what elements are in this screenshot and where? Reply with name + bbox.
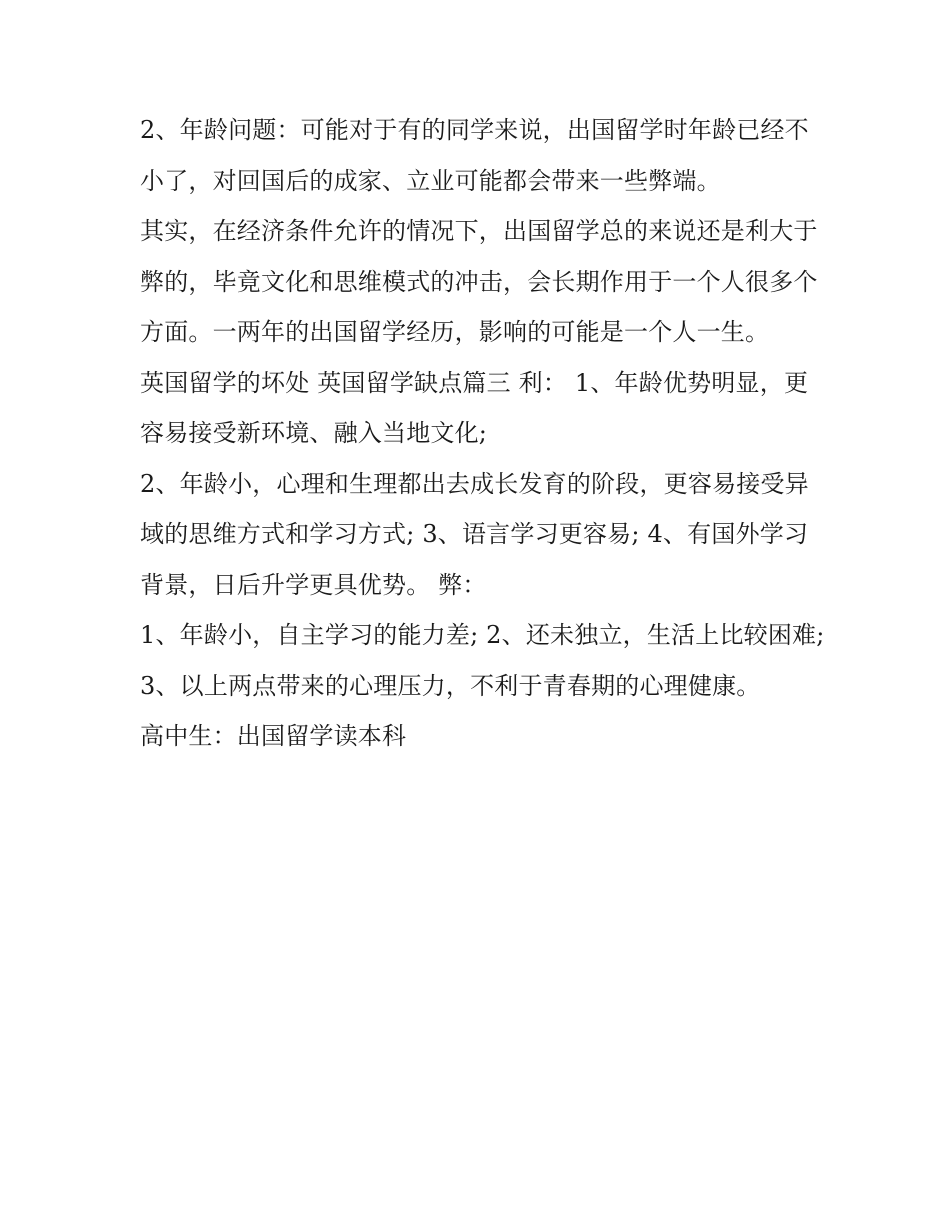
paragraph-high-school-heading: 高中生：出国留学读本科 xyxy=(140,722,407,750)
paragraph-uk-pros-list: 2、年龄小，心理和生理都出去成长发育的阶段，更容易接受异域的思维方式和学习方式; 3、语言学习更容易; 4、有国外学习背景，日后升学更具优势。 弊： xyxy=(140,469,809,599)
document-body xyxy=(140,105,833,762)
paragraph-conclusion: 其实，在经济条件允许的情况下，出国留学总的来说还是利大于弊的，毕竟文化和思维模式的冲击，会长期作用于一个人很多个方面。一两年的出国留学经历，影响的可能是一个人一生。 xyxy=(140,217,818,346)
paragraph-uk-cons-list: 1、年龄小，自主学习的能力差; 2、还未独立，生活上比较困难; 3、以上两点带来的心理压力，不利于青春期的心理健康。 xyxy=(140,621,833,700)
paragraph-uk-pros-heading: 英国留学的坏处 英国留学缺点篇三 利： 1、年龄优势明显，更容易接受新环境、融入当地文化; xyxy=(140,368,809,447)
paragraph-age-issue: 2、年龄问题：可能对于有的同学来说，出国留学时年龄已经不小了，对回国后的成家、立业可能都会带来一些弊端。 xyxy=(140,116,809,195)
